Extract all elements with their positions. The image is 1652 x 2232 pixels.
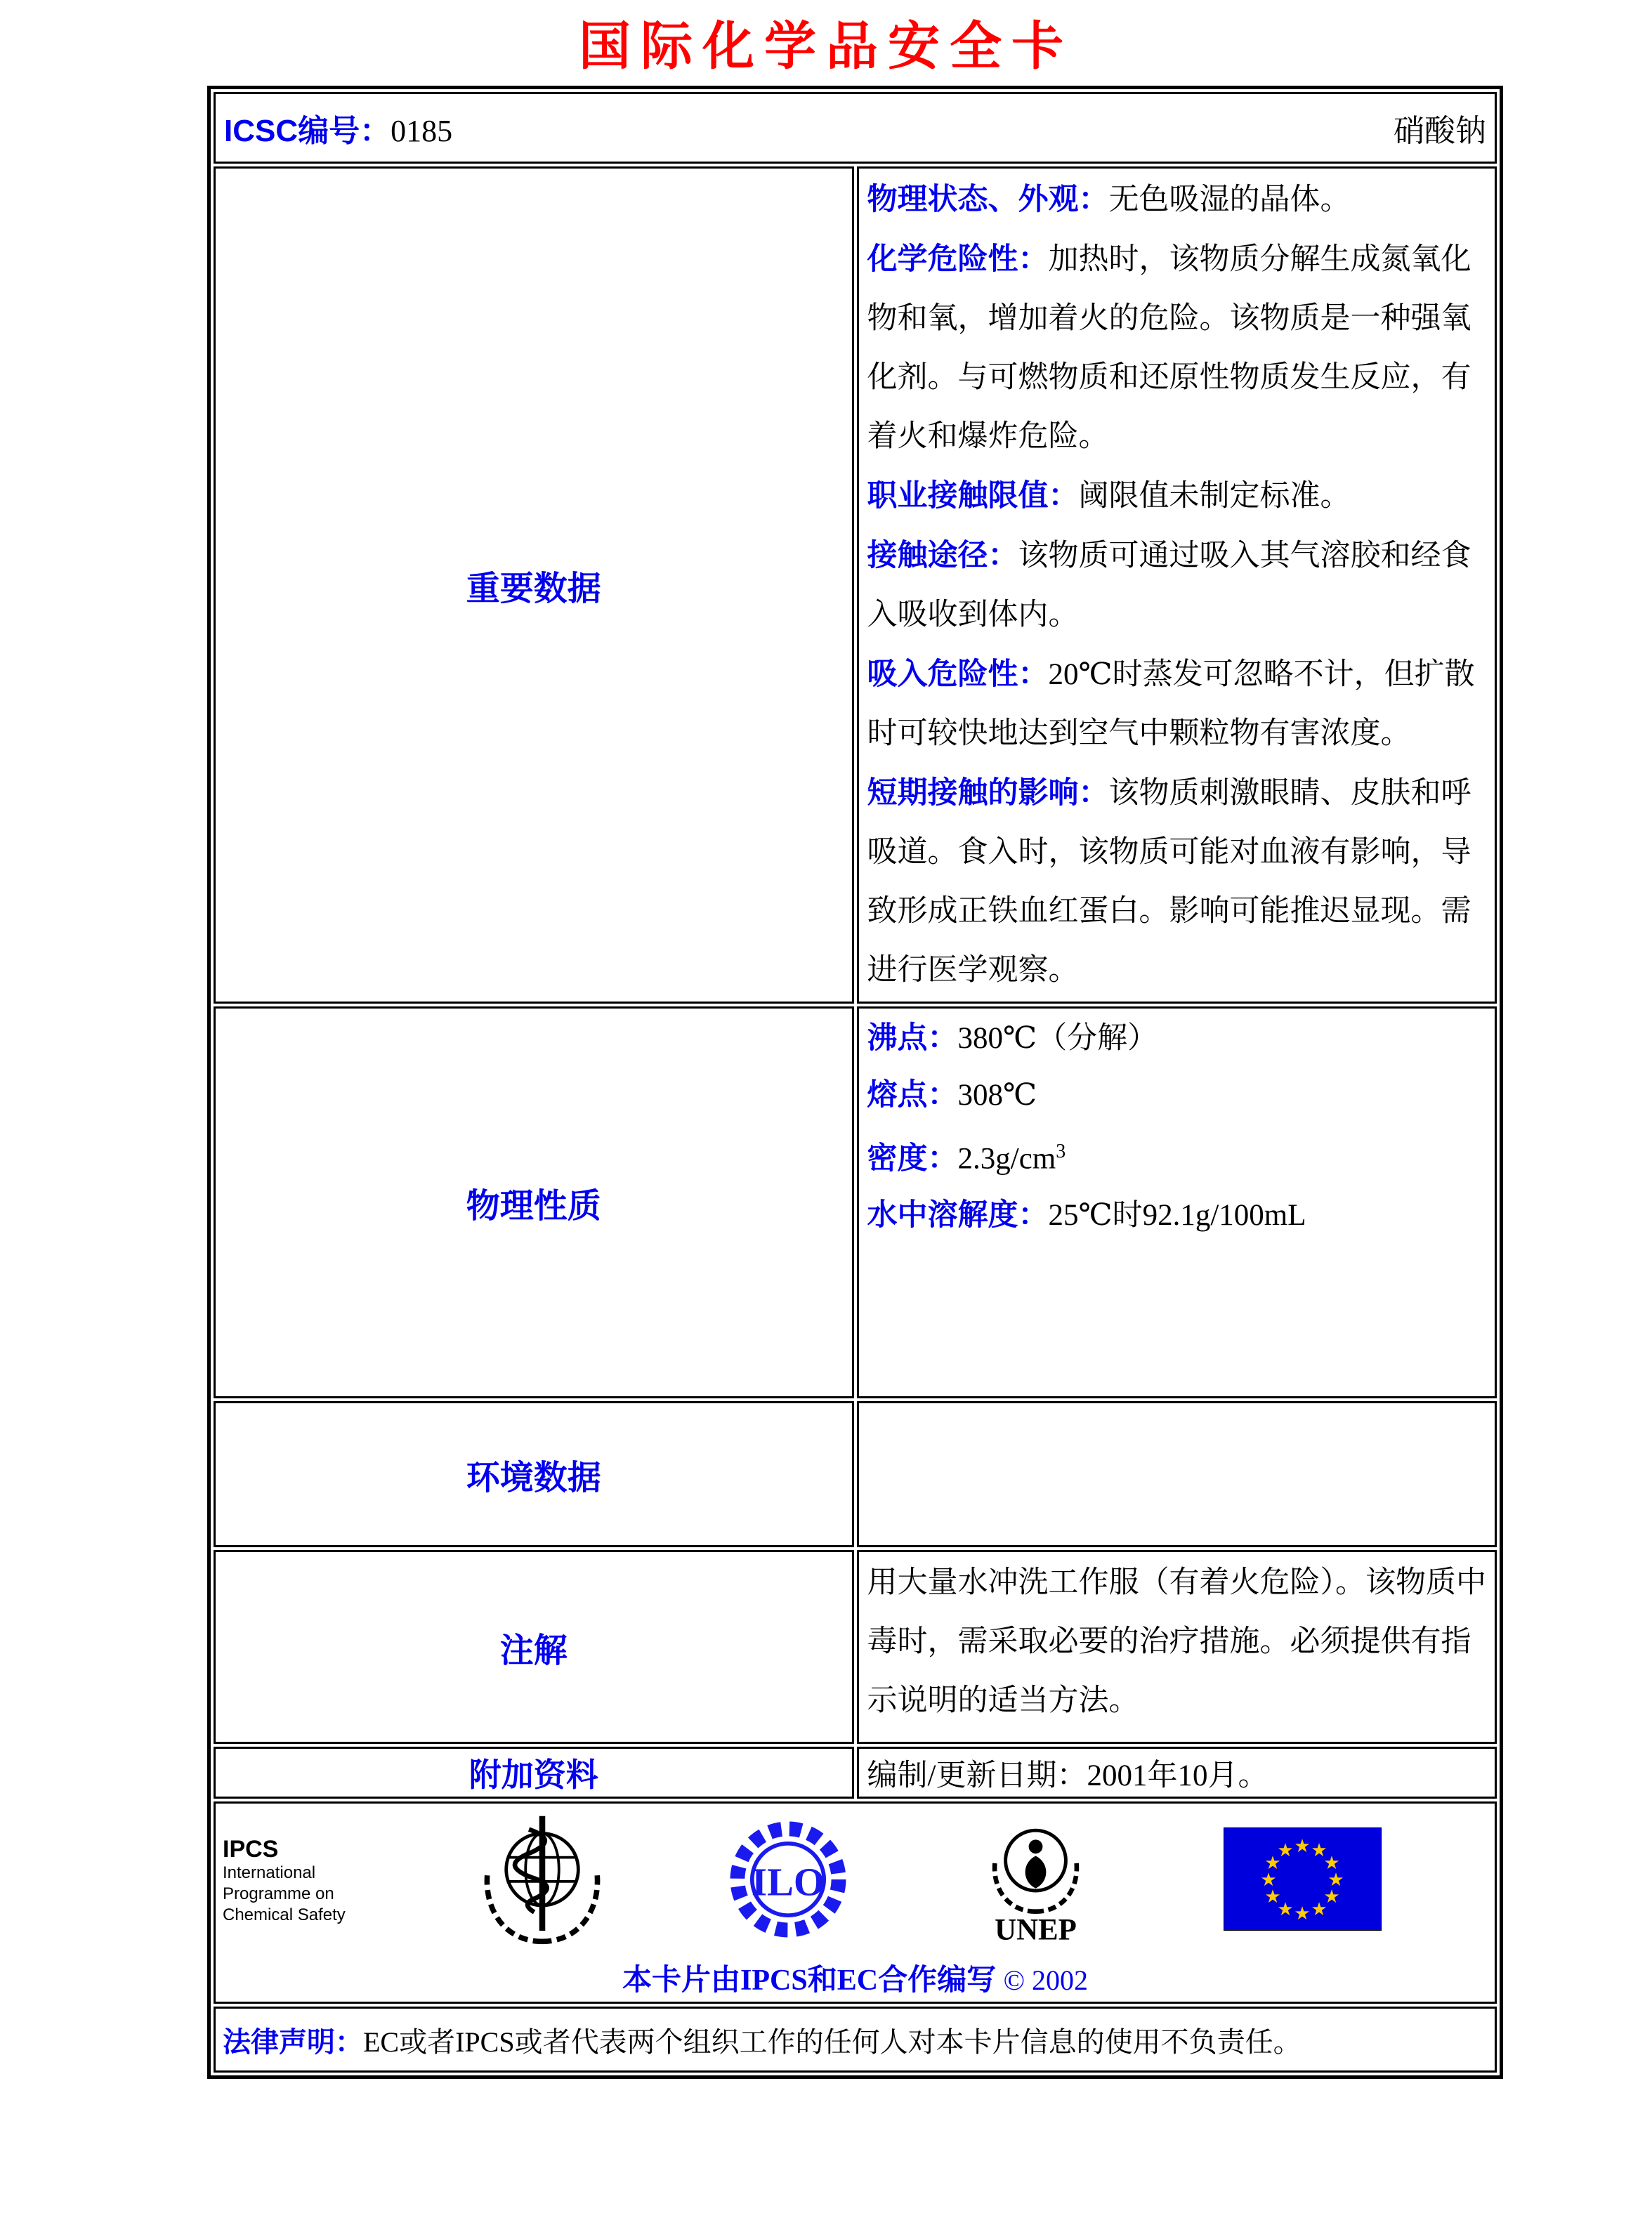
additional-info-section-label: 附加资料 — [214, 1747, 854, 1799]
ipcs-line1: International — [223, 1863, 316, 1882]
ipcs-text-block — [223, 1836, 391, 1926]
caption-text: 本卡片由IPCS和EC合作编写 — [622, 1964, 997, 1997]
important-data-section-label: 重要数据 — [214, 166, 854, 1004]
ipcs-line3: Chemical Safety — [223, 1905, 346, 1924]
density-line — [867, 1124, 1487, 1187]
important-data-row — [214, 166, 1497, 1004]
inhalation-risk-label: 吸入危险性： — [867, 657, 1049, 691]
cooperation-caption — [216, 1957, 1495, 1999]
ipcs-acronym: IPCS — [223, 1836, 279, 1863]
svg-text:★: ★ — [1260, 1870, 1277, 1891]
svg-text:★: ★ — [1294, 1903, 1311, 1924]
svg-text:★: ★ — [1323, 1853, 1340, 1874]
ipcs-line2: Programme on — [223, 1884, 334, 1903]
update-date-text: 编制/更新日期：2001年10月。 — [867, 1759, 1268, 1792]
melting-point-value: 308℃ — [957, 1079, 1037, 1112]
chemical-name: 硝酸钠 — [1394, 114, 1486, 148]
page-title: 国际化学品安全卡 — [579, 18, 1073, 76]
boiling-point-label: 沸点： — [867, 1021, 958, 1055]
svg-text:★: ★ — [1277, 1840, 1294, 1861]
icsc-number-label: ICSC编号： — [224, 114, 391, 148]
svg-text:★: ★ — [1323, 1886, 1340, 1908]
notes-content — [857, 1550, 1497, 1744]
physical-properties-row — [214, 1006, 1497, 1398]
svg-text:★: ★ — [1277, 1899, 1294, 1920]
physical-state-label: 物理状态、外观： — [867, 183, 1109, 216]
exposure-route-text: 该物质可通过吸入其气溶胶和经食入吸收到体内。 — [867, 539, 1471, 631]
icsc-number-group — [224, 105, 452, 150]
icsc-card-table — [207, 86, 1503, 2079]
solubility-label: 水中溶解度： — [867, 1198, 1049, 1233]
short-term-effect-text: 该物质刺激眼睛、皮肤和呼吸道。食入时，该物质可能对血液有影响，导致形成正铁血红蛋白。影响可能推迟显现。需进行医学观察。 — [867, 777, 1471, 987]
chemical-danger-text: 加热时，该物质分解生成氮氧化物和氧，增加着火的危险。该物质是一种强氧化剂。与可燃物质和还原性物质发生反应，有着火和爆炸危险。 — [867, 243, 1471, 453]
svg-text:★: ★ — [1294, 1836, 1311, 1857]
notes-section-label: 注解 — [214, 1550, 854, 1744]
notes-row — [214, 1550, 1497, 1744]
svg-text:ILO: ILO — [751, 1860, 825, 1905]
additional-info-row — [214, 1747, 1497, 1799]
icsc-number-value: 0185 — [391, 114, 453, 148]
environmental-data-content — [857, 1401, 1497, 1547]
physical-properties-content — [857, 1006, 1497, 1398]
solubility-line — [867, 1187, 1487, 1244]
notes-text: 用大量水冲洗工作服（有着火危险）。该物质中毒时，需采取必要的治疗措施。必须提供有指示说明的适当方法。 — [867, 1566, 1486, 1717]
header-row — [214, 92, 1497, 164]
melting-point-line — [867, 1067, 1487, 1124]
eu-flag-icon — [1224, 1827, 1382, 1934]
density-superscript: 3 — [1056, 1141, 1066, 1162]
svg-text:★: ★ — [1264, 1853, 1281, 1874]
density-value: 2.3g/cm — [957, 1142, 1056, 1176]
logos-row — [214, 1801, 1497, 2004]
chemical-danger-label: 化学危险性： — [867, 242, 1049, 276]
who-logo-icon — [476, 1811, 609, 1952]
svg-text:★: ★ — [1311, 1899, 1328, 1920]
svg-text:UNEP: UNEP — [995, 1913, 1077, 1944]
legal-row — [214, 2007, 1497, 2073]
copyright-text: © 2002 — [1003, 1964, 1088, 1996]
melting-point-label: 熔点： — [867, 1078, 958, 1112]
density-label: 密度： — [867, 1141, 958, 1176]
occupational-limit-text: 阈限值未制定标准。 — [1078, 480, 1351, 513]
solubility-value: 25℃时92.1g/100mL — [1048, 1199, 1306, 1233]
environmental-data-row — [214, 1401, 1497, 1547]
environmental-data-section-label: 环境数据 — [214, 1401, 854, 1547]
physical-properties-section-label: 物理性质 — [214, 1006, 854, 1398]
important-data-content — [857, 166, 1497, 1004]
svg-text:★: ★ — [1264, 1886, 1281, 1908]
ilo-logo-icon — [721, 1816, 855, 1947]
inhalation-risk-text: 20℃时蒸发可忽略不计，但扩散时可较快地达到空气中颗粒物有害浓度。 — [867, 658, 1475, 750]
additional-info-content — [857, 1747, 1497, 1799]
short-term-effect-label: 短期接触的影响： — [867, 776, 1109, 810]
unep-logo-icon — [978, 1814, 1094, 1948]
legal-text: EC或者IPCS或者代表两个组织工作的任何人对本卡片信息的使用不负责任。 — [363, 2026, 1302, 2058]
svg-text:★: ★ — [1311, 1840, 1328, 1861]
occupational-limit-label: 职业接触限值： — [867, 479, 1079, 513]
svg-text:★: ★ — [1328, 1870, 1344, 1891]
boiling-point-line — [867, 1010, 1487, 1067]
exposure-route-label: 接触途径： — [867, 539, 1018, 572]
physical-state-text: 无色吸湿的晶体。 — [1108, 183, 1351, 216]
legal-label: 法律声明： — [223, 2026, 363, 2058]
organization-logos — [216, 1806, 1495, 1955]
boiling-point-value: 380℃（分解） — [957, 1022, 1158, 1055]
